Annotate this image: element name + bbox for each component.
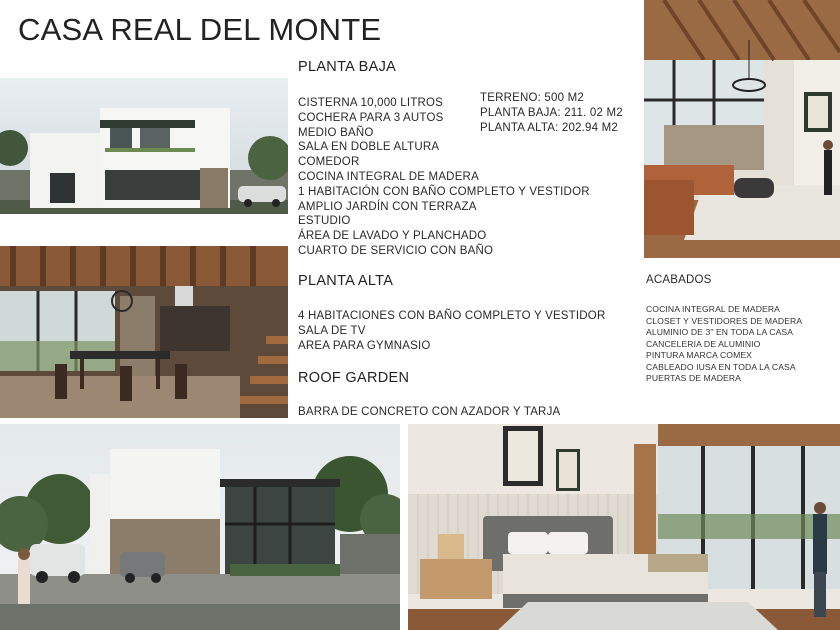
- acabados-list: [646, 304, 802, 385]
- dining-photo: [0, 246, 288, 418]
- list-item: ÁREA DE LAVADO Y PLANCHADO: [298, 230, 487, 243]
- list-item: AMPLIO JARDÍN CON TERRAZA: [298, 200, 477, 213]
- list-item: COCHERA PARA 3 AUTOS: [298, 111, 444, 124]
- list-item: COCINA INTEGRAL DE MADERA: [298, 170, 479, 183]
- list-item: CANCELERIA DE ALUMINIO: [646, 338, 761, 349]
- area-planta-alta: PLANTA ALTA: 202.94 M2: [480, 121, 618, 134]
- list-item: AREA PARA GYMNASIO: [298, 339, 431, 352]
- list-item: PUERTAS DE MADERA: [646, 373, 741, 383]
- acabados-heading: ACABADOS: [646, 274, 712, 286]
- list-item: ESTUDIO: [298, 215, 351, 228]
- list-item: 1 HABITACIÓN CON BAÑO COMPLETO Y VESTIDOR: [298, 185, 590, 198]
- facade-photo: [0, 78, 288, 214]
- list-item: COMEDOR: [298, 156, 360, 169]
- area-planta-baja: PLANTA BAJA: 211. 02 M2: [480, 106, 623, 119]
- living-room-photo: [644, 0, 840, 258]
- list-item: MEDIO BAÑO: [298, 126, 374, 139]
- list-item: SALA EN DOBLE ALTURA: [298, 141, 440, 154]
- list-item: BARRA DE CONCRETO CON AZADOR Y TARJA: [298, 406, 561, 418]
- list-item: SALA DE TV: [298, 324, 366, 337]
- page-title: CASA REAL DEL MONTE: [18, 12, 382, 47]
- roof-garden-list: [298, 405, 560, 420]
- planta-alta-list: [298, 309, 605, 353]
- list-item: 4 HABITACIONES CON BAÑO COMPLETO Y VESTIDOR: [298, 310, 606, 322]
- list-item: ALUMINIO DE 3" EN TODA LA CASA: [646, 327, 794, 337]
- list-item: CUARTO DE SERVICIO CON BAÑO: [298, 244, 494, 257]
- list-item: CISTERNA 10,000 LITROS: [298, 97, 444, 109]
- bedroom-photo: [408, 424, 840, 630]
- planta-baja-heading: PLANTA BAJA: [298, 59, 397, 75]
- area-terreno: TERRENO: 500 M2: [480, 92, 584, 104]
- roof-garden-heading: ROOF GARDEN: [298, 370, 410, 386]
- planta-alta-heading: PLANTA ALTA: [298, 273, 394, 289]
- areas-list: [480, 91, 623, 135]
- list-item: CLOSET Y VESTIDORES DE MADERA: [646, 315, 803, 326]
- exterior-photo: [0, 424, 400, 630]
- list-item: PINTURA MARCA COMEX: [646, 350, 752, 360]
- list-item: COCINA INTEGRAL DE MADERA: [646, 304, 780, 314]
- list-item: CABLEADO IUSA EN TODA LA CASA: [646, 361, 796, 372]
